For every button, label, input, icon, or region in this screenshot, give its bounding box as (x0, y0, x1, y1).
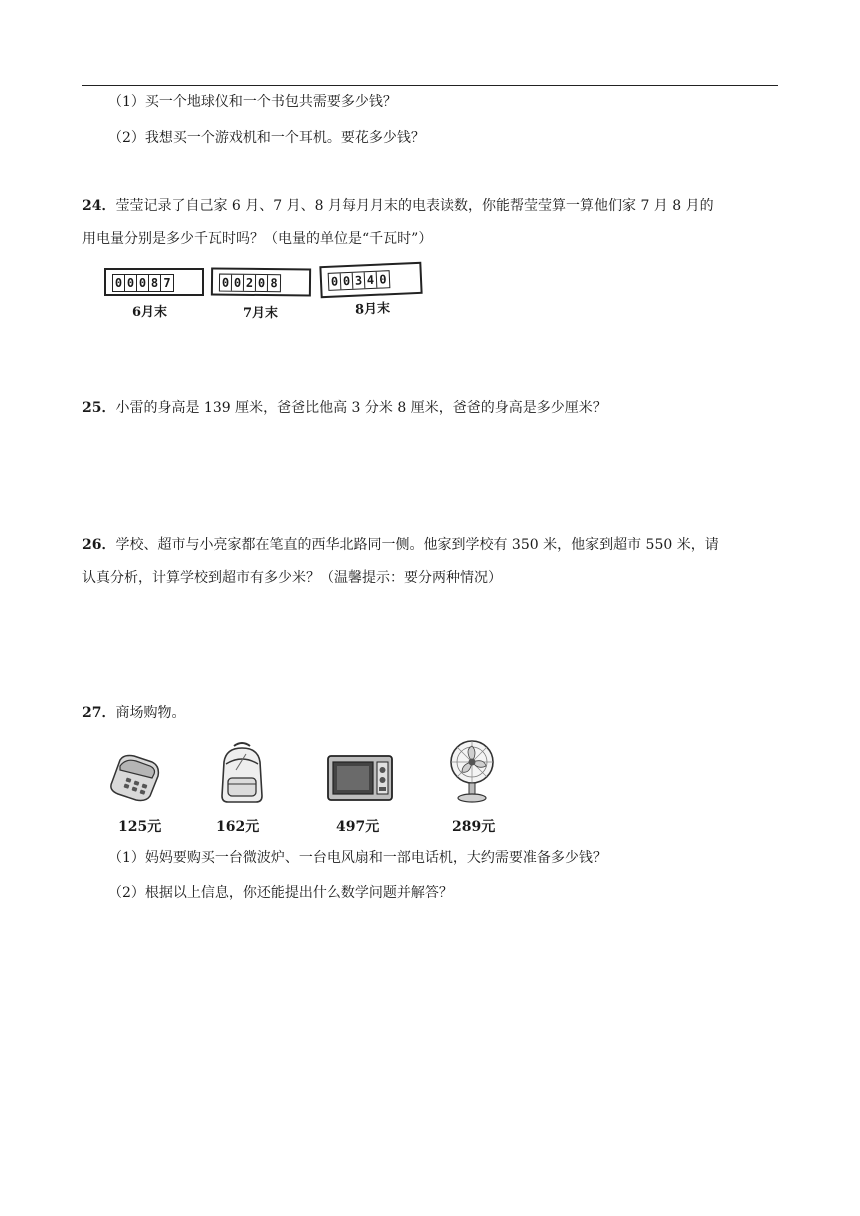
meter-june-digits (112, 274, 174, 292)
q25-text: 小雷的身高是 139 厘米，爸爸比他高 3 分米 8 厘米，爸爸的身高是多少厘米？ (115, 400, 607, 416)
price-backpack: 162元 (216, 819, 260, 835)
meter-digit: 0 (329, 273, 342, 290)
microwave-icon (326, 752, 394, 808)
meter-digit: 0 (379, 272, 387, 287)
q27-sub1: （1）妈妈要购买一台微波炉、一台电风扇和一部电话机，大约需要准备多少钱？ (108, 850, 607, 866)
q24-text: 莹莹记录了自己家 6 月、7 月、8 月每月月末的电表读数，你能帮莹莹算一算他们家 7 月 8 月的 (115, 198, 714, 214)
meter-digit: 0 (125, 275, 137, 291)
q26-line1 (82, 535, 719, 555)
q25-number: 25． (82, 400, 116, 416)
q27-title: 商场购物。 (115, 705, 186, 721)
q25-line1 (82, 398, 607, 418)
meter-july-digits (219, 274, 281, 293)
meter-digit: 0 (232, 275, 244, 291)
q23-sub1: （1）买一个地球仪和一个书包共需要多少钱？ (108, 94, 397, 110)
q27-sub2: （2）根据以上信息，你还能提出什么数学问题并解答？ (108, 885, 453, 901)
q24-line2: 用电量分别是多少千瓦时吗？（电量的单位是“千瓦时”） (82, 231, 433, 247)
electric-fan-icon (444, 738, 500, 808)
meter-digit: 0 (220, 275, 232, 291)
telephone-icon (106, 752, 162, 808)
price-microwave: 497元 (336, 819, 380, 835)
meter-june-label: 6月末 (132, 305, 168, 320)
q26-line2: 认真分析，计算学校到超市有多少米？（温馨提示：要分两种情况） (82, 570, 502, 586)
meter-digit: 2 (244, 275, 256, 291)
meter-digit: 0 (256, 275, 268, 291)
meter-digit: 8 (270, 276, 278, 291)
meter-digit: 3 (353, 272, 366, 289)
q24-line1 (82, 196, 714, 216)
backpack-icon (216, 740, 268, 808)
q23-sub2: （2）我想买一个游戏机和一个耳机。要花多少钱？ (108, 130, 425, 146)
price-telephone: 125元 (118, 819, 162, 835)
meter-july-label: 7月末 (243, 306, 279, 321)
meter-july (211, 267, 311, 296)
meter-digit: 7 (163, 276, 171, 290)
meter-august-label: 8月末 (354, 301, 391, 318)
header-rule (82, 85, 778, 86)
q24-number: 24． (82, 198, 116, 214)
meter-digit: 0 (341, 273, 354, 290)
meter-digit: 0 (113, 275, 125, 291)
meter-digit: 8 (149, 275, 161, 291)
meter-august (319, 262, 422, 298)
meter-digit: 0 (137, 275, 149, 291)
meter-june (104, 268, 204, 296)
q26-text: 学校、超市与小亮家都在笔直的西华北路同一侧。他家到学校有 350 米，他家到超市 550 米，请 (115, 537, 719, 553)
q27-number: 27． (82, 705, 116, 721)
price-electric-fan: 289元 (452, 819, 496, 835)
meter-august-digits (328, 270, 391, 291)
q27-line1 (82, 703, 185, 723)
meter-digit: 4 (365, 272, 378, 289)
q26-number: 26． (82, 537, 116, 553)
